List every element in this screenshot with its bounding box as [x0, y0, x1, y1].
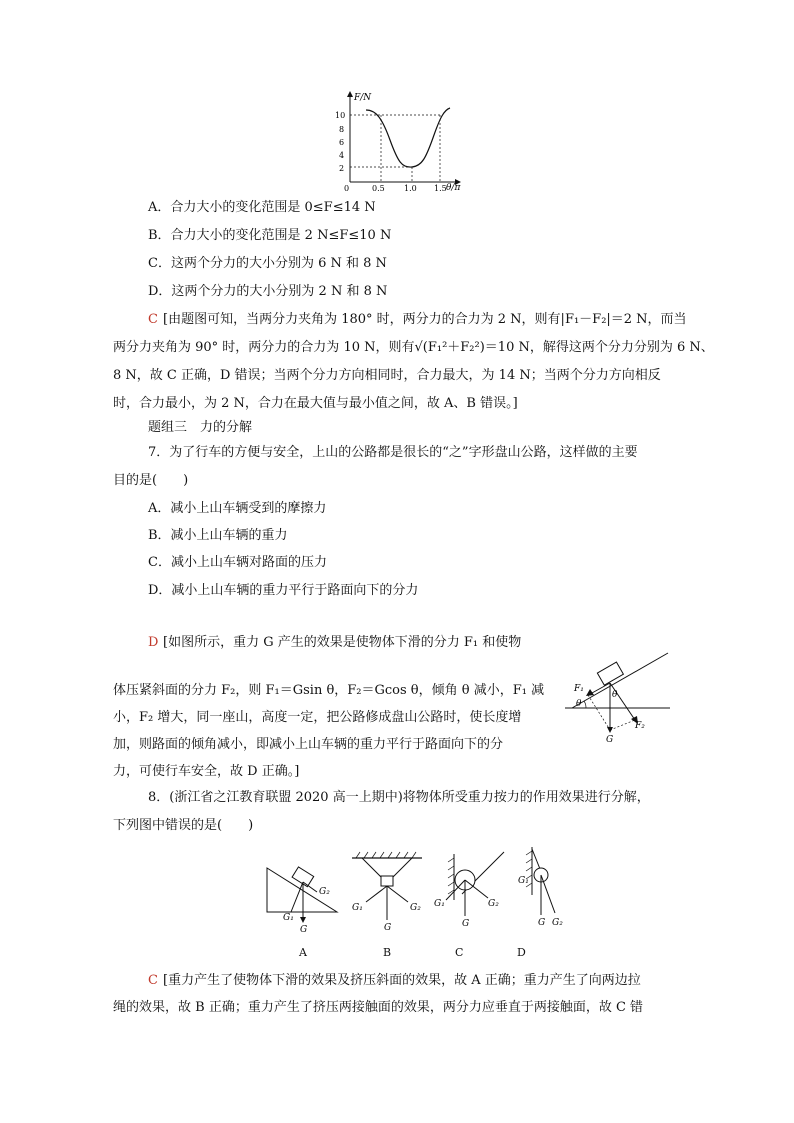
q7-option-d: D．减小上山车辆的重力平行于路面向下的分力	[148, 583, 419, 598]
q6-option-d: D．这两个分力的大小分别为 2 N 和 8 N	[148, 284, 388, 299]
q7-stem: 7．为了行车的方便与安全，上山的公路都是很长的“之”字形盘山公路，这样做的主要	[148, 445, 638, 460]
theta-label: θ	[612, 690, 618, 700]
q8-caption-b: B	[383, 946, 392, 959]
incline-force-diagram	[560, 645, 675, 745]
x-tick: 0.5	[372, 184, 385, 193]
g-label: G	[538, 918, 546, 928]
f1-label: F₁	[574, 684, 584, 694]
q8-explanation-line: [重力产生了使物体下滑的效果及挤压斜面的效果，故 A 正确；重力产生了向两边拉	[163, 973, 641, 988]
g2-label: G₂	[410, 903, 421, 913]
block	[597, 662, 623, 685]
q6-explanation-line: 时，合力最小，为 2 N，合力在最大值与最小值之间，故 A、B 错误。]	[113, 396, 518, 411]
g2-label: G₂	[488, 899, 499, 909]
q8-stem: 8．(浙江省之江教育联盟 2020 高一上期中)将物体所受重力按力的作用效果进行分解，	[148, 790, 650, 805]
q6-option-a: A．合力大小的变化范围是 0≤F≤14 N	[148, 200, 376, 215]
q7-explanation-line: 力，可使行车安全，故 D 正确。]	[113, 764, 300, 779]
g-label: G	[300, 925, 308, 935]
figure-b-hanging	[348, 850, 428, 933]
q7-option-b: B．减小上山车辆的重力	[148, 528, 288, 543]
q7-option-a: A．减小上山车辆受到的摩擦力	[148, 501, 327, 516]
y-axis-label: F/N	[354, 93, 372, 103]
q6-option-c: C．这两个分力的大小分别为 6 N 和 8 N	[148, 256, 387, 271]
x-tick: 1.0	[404, 184, 417, 193]
g1-label: G₁	[352, 903, 363, 913]
g2-label: G₂	[319, 887, 330, 897]
g1-label: G₁	[283, 913, 294, 923]
q8-stem: 下列图中错误的是( )	[113, 818, 254, 833]
q6-option-b: B．合力大小的变化范围是 2 N≤F≤10 N	[148, 228, 392, 243]
theta-label: θ	[576, 699, 582, 709]
g-label: G	[462, 919, 470, 929]
q8-explanation-line: 绳的效果，故 B 正确；重力产生了挤压两接触面的效果，两分力应垂直于两接触面，故 C 错	[113, 1000, 644, 1015]
q8-caption-d: D	[517, 946, 526, 959]
x-axis-label: θ/π	[446, 183, 461, 193]
f2-label: F₂	[635, 721, 645, 731]
force-angle-graph	[330, 90, 470, 193]
q8-caption-c: C	[455, 946, 464, 959]
q7-answer: D	[148, 635, 159, 650]
y-tick: 8	[339, 125, 345, 134]
x-tick: 1.5	[434, 184, 447, 193]
q6-answer: C	[148, 312, 158, 327]
q6-explanation-line: 两分力夹角为 90° 时，两分力的合力为 10 N，则有√(F₁²＋F₂²)＝10 N，解得这两个分力分别为 6 N、	[113, 340, 714, 355]
q8-caption-a: A	[299, 946, 307, 959]
g1-label: G₁	[518, 876, 529, 886]
y-tick: 6	[339, 138, 345, 147]
q7-stem: 目的是( )	[113, 473, 189, 488]
q7-explanation-line: 小，F₂ 增大，同一座山，高度一定，把公路修成盘山公路时，使长度增	[113, 710, 522, 725]
origin-label: 0	[344, 184, 350, 193]
q7-explanation-line: 加，则路面的倾角减小，即减小上山车辆的重力平行于路面向下的分	[113, 737, 504, 752]
figure-c-ball-between-walls	[432, 850, 512, 930]
y-tick: 10	[335, 111, 346, 120]
q8-answer: C	[148, 973, 158, 988]
g-label: G	[606, 735, 614, 745]
q7-explanation-line: [如图所示，重力 G 产生的效果是使物体下滑的分力 F₁ 和使物	[163, 635, 522, 650]
y-tick: 4	[339, 151, 345, 160]
y-tick: 2	[339, 164, 345, 173]
section-title: 题组三 力的分解	[148, 420, 253, 435]
figure-a-incline	[265, 850, 345, 935]
q7-option-c: C．减小上山车辆对路面的压力	[148, 555, 327, 570]
figure-d-ball-on-wall	[510, 845, 570, 928]
g1-label: G₁	[434, 899, 445, 909]
g2-label: G₂	[552, 918, 563, 928]
q7-explanation-line: 体压紧斜面的分力 F₂，则 F₁＝Gsin θ，F₂＝Gcos θ，倾角 θ 减小，F₁ 减	[113, 683, 545, 698]
q6-explanation-line: [由题图可知，当两分力夹角为 180° 时，两分力的合力为 2 N，则有|F₁－F₂|＝2 N，而当	[163, 312, 687, 327]
g-label: G	[384, 923, 392, 933]
force-curve	[366, 108, 450, 167]
q6-explanation-line: 8 N，故 C 正确，D 错误；当两个分力方向相同时，合力最大，为 14 N；当两个分力方向相反	[113, 368, 661, 383]
